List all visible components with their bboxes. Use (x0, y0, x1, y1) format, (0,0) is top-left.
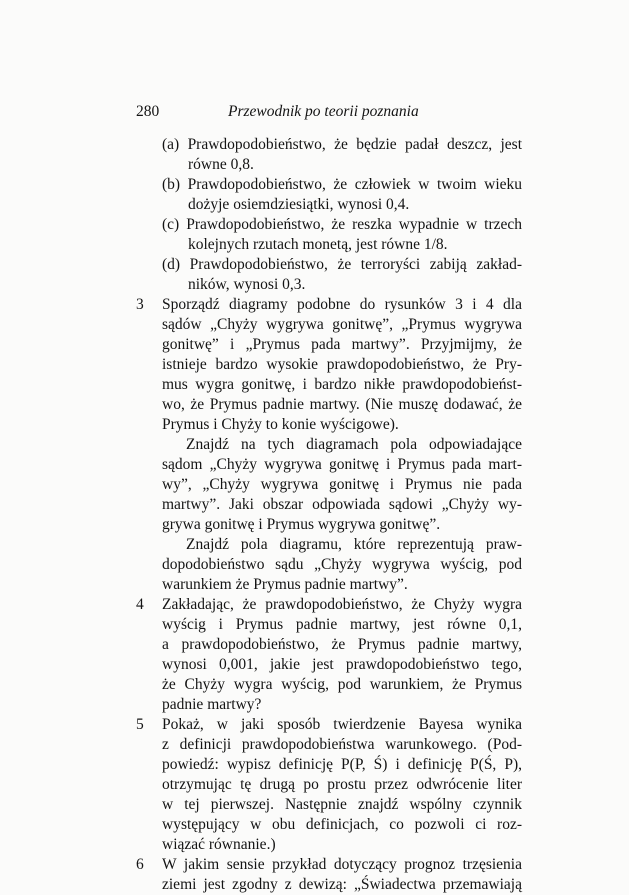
text-line: ziemi jest zgodny z dewizą: „Świadectwa przemawiają (162, 876, 522, 893)
text-line: a prawdopodobieństwo, że Prymus padnie martwy, (162, 636, 522, 653)
item-label: (d) (162, 256, 181, 273)
item-text: równe 0,8. (188, 156, 254, 173)
item-label: (a) (162, 136, 180, 153)
exercise-5 (136, 715, 522, 855)
text-line: że Chyży wygra wyścig, pod warunkiem, że Prymus (162, 676, 522, 693)
text-line: wynosi 0,001, jakie jest prawdopodobieństwo tego, (162, 656, 522, 673)
item-text: dożyje osiemdziesiątki, wynosi 0,4. (188, 196, 410, 213)
text-line: grywa gonitwę i Prymus wygrywa gonitwę”. (162, 516, 441, 533)
running-title: Przewodnik po teorii poznania (228, 103, 419, 120)
text-line: gonitwę” i „Prymus pada martwy”. Przyjmijmy, że (162, 336, 522, 353)
exercise-number: 6 (136, 856, 144, 873)
text-line: wiązać równanie.) (162, 836, 276, 853)
text-line: martwy”. Jaki obszar odpowiada sądowi „Chyży wy- (162, 496, 522, 513)
item-label: (c) (162, 216, 180, 233)
exercise-3-paragraph-2 (162, 435, 522, 535)
item-text: ników, wynosi 0,3. (188, 276, 306, 293)
text-line: Prymus i Chyży to konie wyścigowe). (162, 416, 399, 433)
text-line: Zakładając, że prawdopodobieństwo, że Chyży wygra (162, 596, 522, 613)
exercise-number: 3 (136, 296, 144, 313)
item-text: Prawdopodobieństwo, że terroryści zabiją zakład- (189, 256, 522, 273)
item-text: kolejnych rzutach monetą, jest równe 1/8. (188, 236, 448, 253)
text-line: wo, że Prymus padnie martwy. (Nie muszę dodawać, że (162, 396, 522, 413)
text-line: w tej pierwszej. Następnie znajdź wspólny czynnik (162, 796, 522, 813)
text-line: W jakim sensie przykład dotyczący prognoz trzęsienia (162, 856, 522, 873)
item-c (136, 215, 522, 255)
text-line: mus wygra gonitwę, i bardzo nikłe prawdopodobieńst- (162, 376, 522, 393)
exercise-4 (136, 595, 522, 715)
text-line: Znajdź pola diagramu, które reprezentują praw- (186, 536, 522, 553)
exercise-number: 4 (136, 596, 144, 613)
exercise-3-paragraph-3 (162, 535, 522, 595)
text-line: warunkiem że Prymus padnie martwy”. (162, 576, 408, 593)
page-header (136, 103, 522, 123)
item-text: Prawdopodobieństwo, że reszka wypadnie w trzech (186, 216, 523, 233)
item-text: Prawdopodobieństwo, że będzie padał deszcz, jest (187, 136, 523, 153)
text-line: Znajdź na tych diagramach pola odpowiadające (186, 436, 522, 453)
item-d (136, 255, 522, 295)
item-label: (b) (162, 176, 181, 193)
page-number: 280 (136, 103, 160, 120)
text-line: dopodobieństwo sądu „Chyży wygrywa wyścig, pod (162, 556, 522, 573)
item-a (136, 135, 522, 175)
text-line: wy”, „Chyży wygrywa gonitwę i Prymus nie pada (162, 476, 522, 493)
text-line: sądom „Chyży wygrywa gonitwę i Prymus pada mart- (162, 456, 522, 473)
exercise-6 (136, 855, 522, 895)
item-text: Prawdopodobieństwo, że człowiek w twoim wieku (187, 176, 523, 193)
page-body (136, 135, 522, 895)
text-line: wyścig i Prymus padnie martwy, jest równe 0,1, (162, 616, 522, 633)
exercise-3 (136, 295, 522, 595)
text-line: występujący w obu definicjach, co pozwoli ci roz- (162, 816, 522, 833)
item-b (136, 175, 522, 215)
text-line: istnieje bardzo wysokie prawdopodobieństwo, że Pry- (162, 356, 522, 373)
text-line: padnie martwy? (162, 696, 262, 713)
text-line: Pokaż, w jaki sposób twierdzenie Bayesa wynika (162, 716, 522, 733)
text-line: z definicji prawdopodobieństwa warunkowego. (Pod- (162, 736, 522, 753)
text-line: sądów „Chyży wygrywa gonitwę”, „Prymus wygrywa (162, 316, 522, 333)
text-line: Sporządź diagramy podobne do rysunków 3 i 4 dla (162, 296, 522, 313)
exercise-number: 5 (136, 716, 144, 733)
text-line: otrzymując tę drugą po prostu przez odwrócenie liter (162, 776, 522, 793)
text-line: powiedź: wypisz definicję P(P, Ś) i definicję P(Ś, P), (162, 756, 522, 773)
exercise-3-paragraph-1 (162, 295, 522, 435)
